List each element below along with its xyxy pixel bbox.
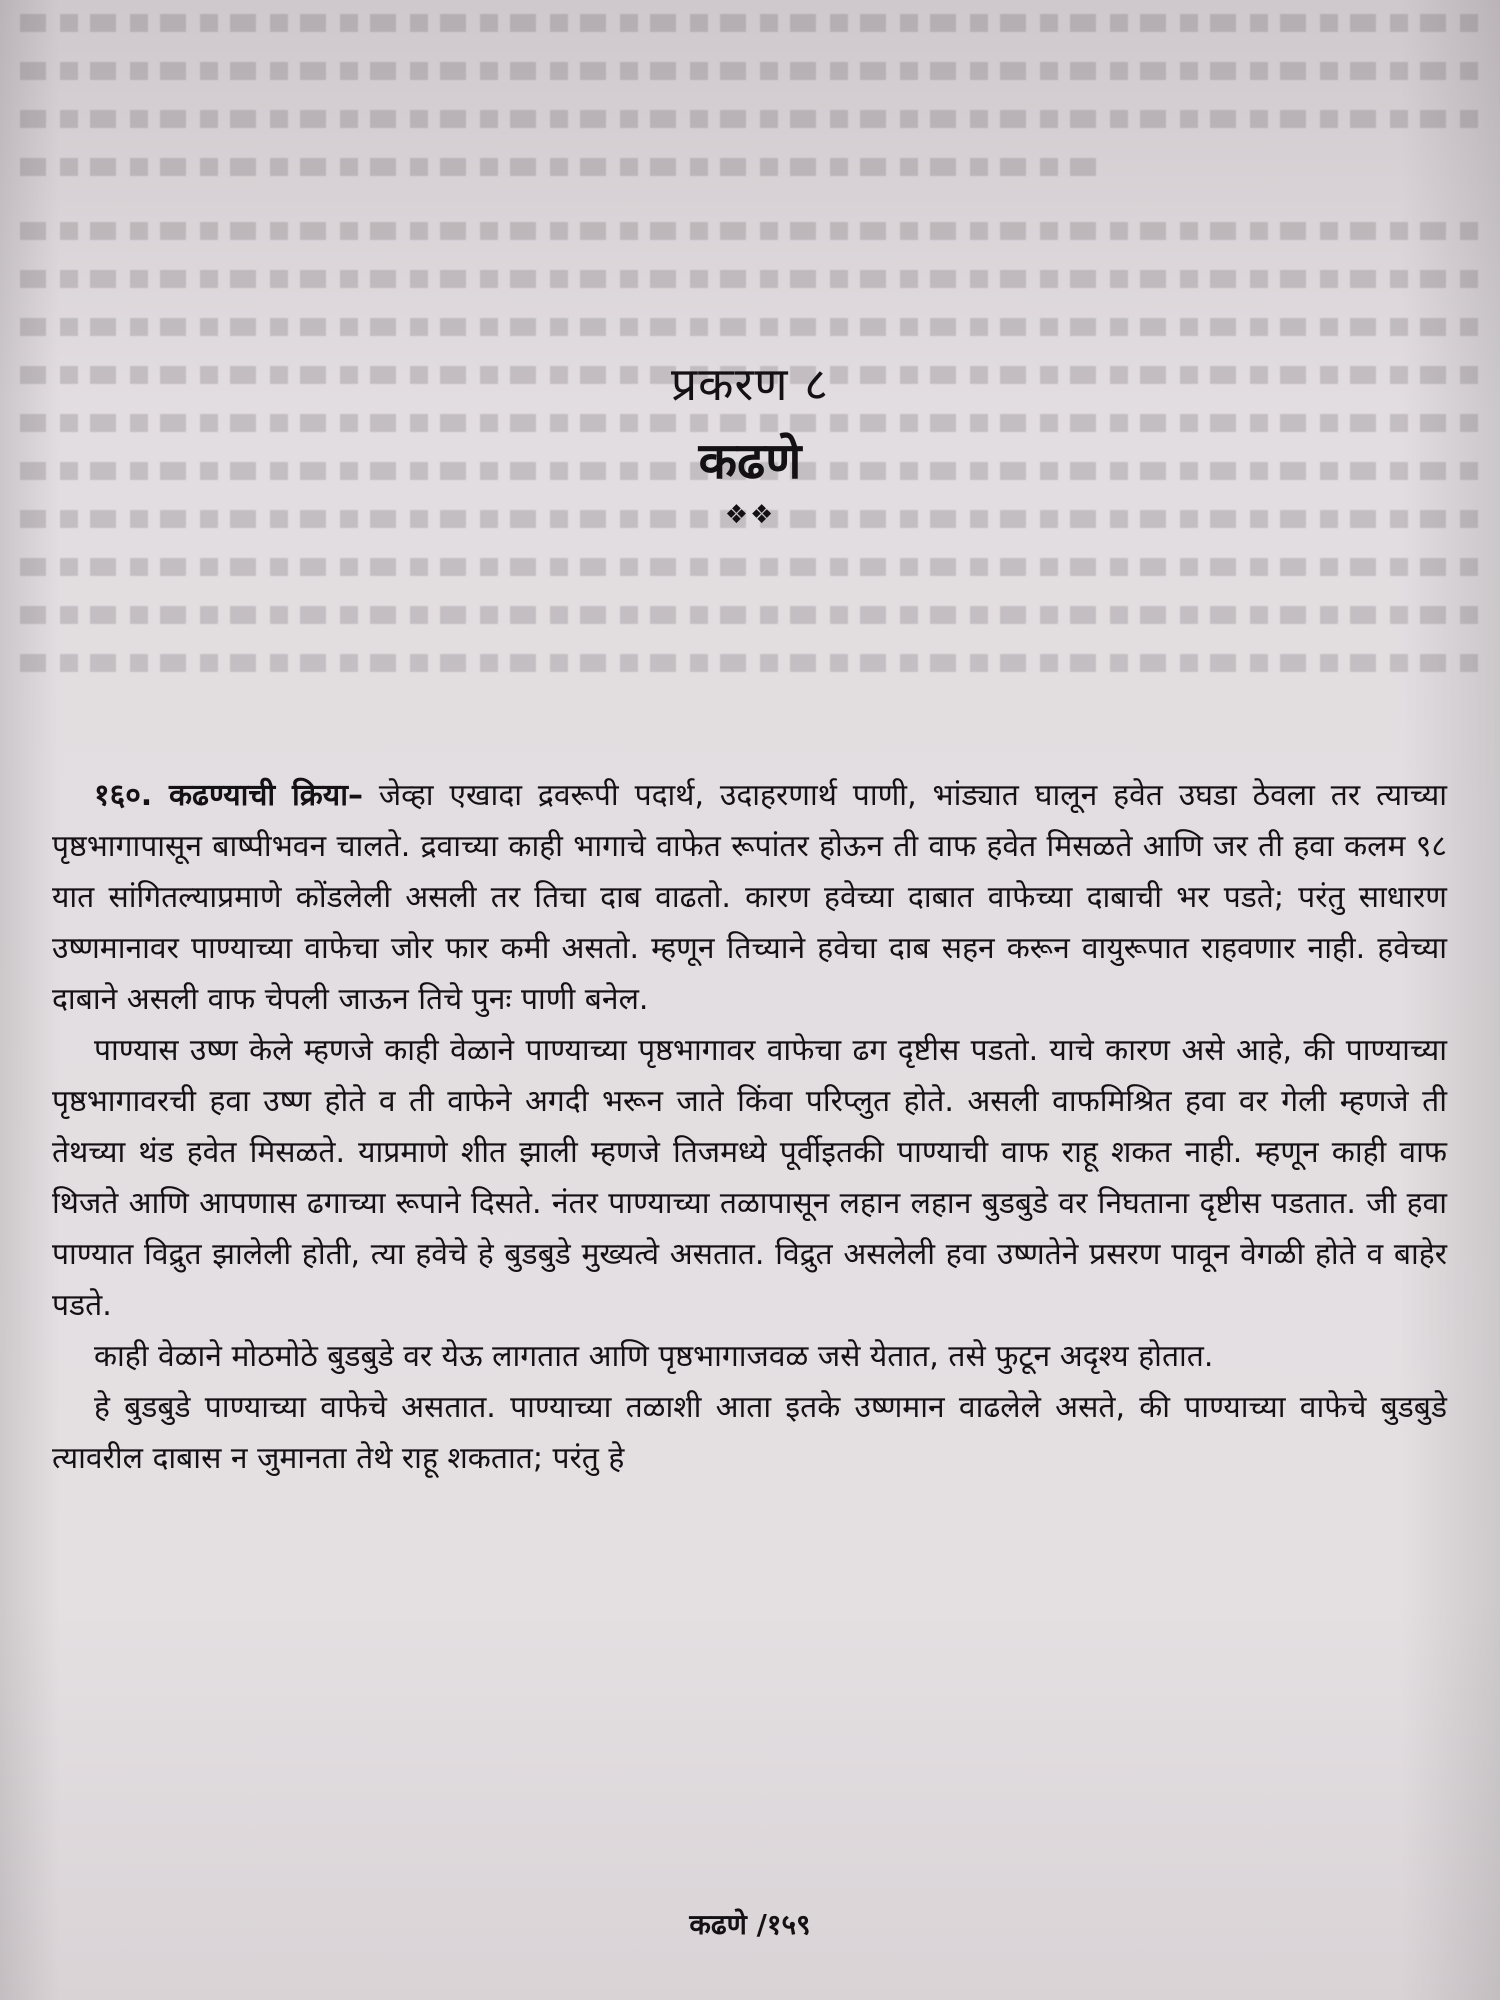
ghost-line xyxy=(20,14,1480,32)
chapter-title: कढणे xyxy=(698,432,802,490)
ghost-line xyxy=(20,158,1100,176)
paragraph: काही वेळाने मोठमोठे बुडबुडे वर येऊ लागतात आणि पृष्ठभागाजवळ जसे येतात, तसे फुटून अदृश्य होतात. xyxy=(94,1339,1214,1374)
ghost-line xyxy=(20,558,1480,576)
ghost-line xyxy=(20,110,1480,128)
ghost-line xyxy=(20,62,1480,80)
section-heading: १६०. कढण्याची क्रिया– xyxy=(94,778,363,813)
page-footer: कढणे /१५९ xyxy=(689,1908,811,1941)
ghost-line xyxy=(20,270,1480,288)
paragraph-text: जेव्हा एखादा द्रवरूपी पदार्थ, उदाहरणार्थ पाणी, भांड्यात घालून हवेत उघडा ठेवला तर त्याच्या पृष्ठभागापासून बाष्पीभवन चालते. द्रवाच्या काही भागाचे वाफेत रूपांतर होऊन ती वाफ हवेत मिसळते आणि जर ती हवा कलम ९८ यात सांगितल्याप्रमाणे कोंडलेली असली तर तिचा दाब वाढतो. कारण हवेच्या दाबात वाफेच्या दाबाची भर पडते; परंतु साधारण उष्णमानावर पाण्याच्या वाफेचा जोर फार कमी असतो. म्हणून तिच्याने हवेचा दाब सहन करून वायुरूपात राहवणार नाही. हवेच्या दाबाने असली वाफ चेपली जाऊन तिचे पुनः पाणी बनेल. xyxy=(52,778,1447,1017)
paragraph: पाण्यास उष्ण केले म्हणजे काही वेळाने पाण्याच्या पृष्ठभागावर वाफेचा ढग दृष्टीस पडतो. याचे कारण असे आहे, की पाण्याच्या पृष्ठभागावरची हवा उष्ण होते व ती वाफेने अगदी भरून जाते किंवा परिप्लुत होते. असली वाफमिश्रित हवा वर गेली म्हणजे ती तेथच्या थंड हवेत मिसळते. याप्रमाणे शीत झाली म्हणजे तिजमध्ये पूर्वीइतकी पाण्याची वाफ राहू शकत नाही. म्हणून काही वाफ थिजते आणि आपणास ढगाच्या रूपाने दिसते. नंतर पाण्याच्या तळापासून लहान लहान बुडबुडे वर निघताना दृष्टीस पडतात. जी हवा पाण्यात विद्रुत झालेली होती, त्या हवेचे हे बुडबुडे मुख्यत्वे असतात. विद्रुत असलेली हवा उष्णतेने प्रसरण पावून वेगळी होते व बाहेर पडते. xyxy=(52,1033,1447,1323)
body-text xyxy=(52,770,1447,1484)
paragraph xyxy=(52,770,1447,1025)
ghost-line xyxy=(20,654,1480,672)
ghost-line xyxy=(20,606,1480,624)
ghost-line xyxy=(20,318,1480,336)
ornament-icon: ❖❖ xyxy=(724,500,776,530)
paragraph: हे बुडबुडे पाण्याच्या वाफेचे असतात. पाण्याच्या तळाशी आता इतके उष्णमान वाढलेले असते, की पाण्याच्या वाफेचे बुडबुडे त्यावरील दाबास न जुमानता तेथे राहू शकतात; परंतु हे xyxy=(52,1390,1447,1476)
chapter-label: प्रकरण ८ xyxy=(670,357,830,411)
ghost-line xyxy=(20,222,1480,240)
show-through-text xyxy=(0,0,1500,690)
